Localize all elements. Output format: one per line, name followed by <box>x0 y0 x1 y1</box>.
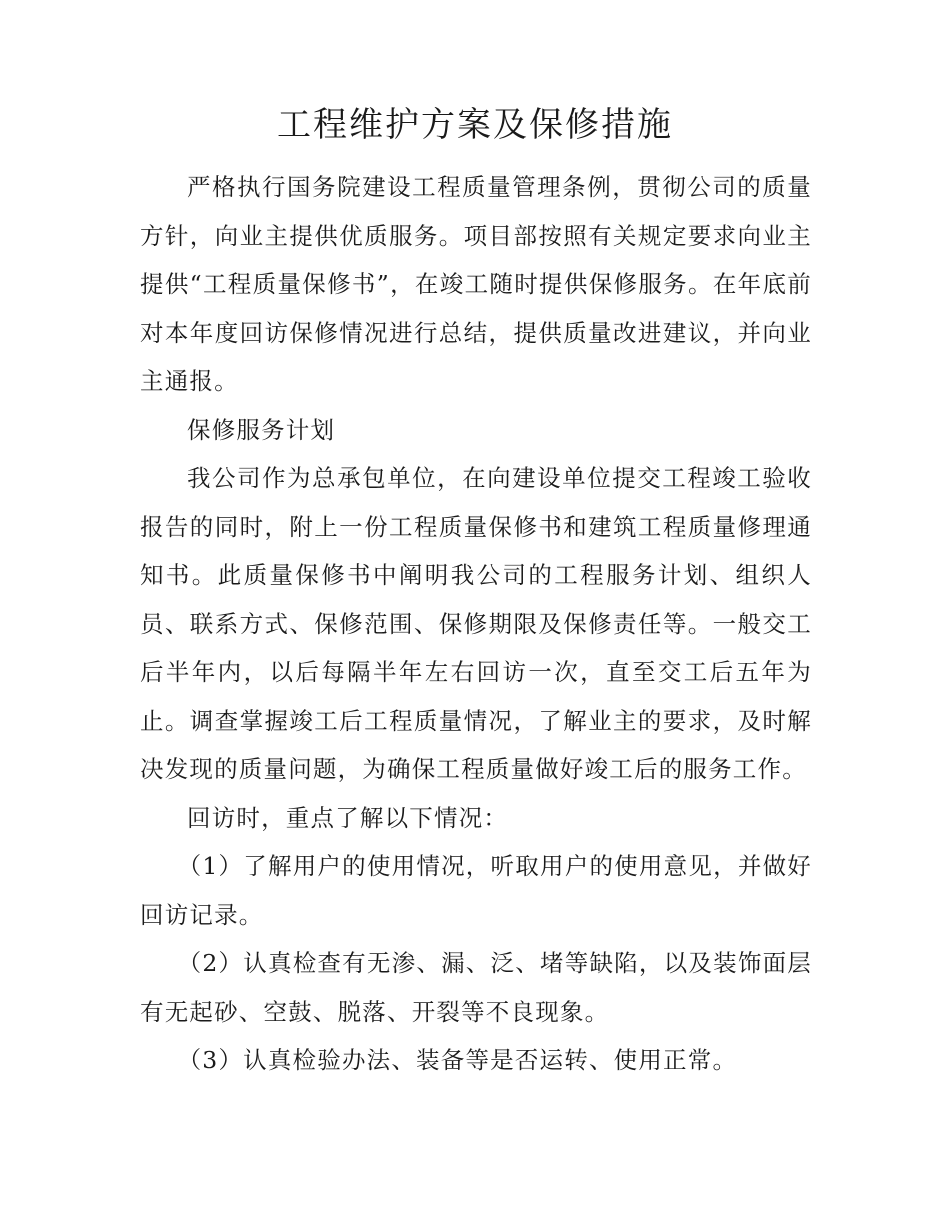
list-item-3: （3）认真检验办法、装备等是否运转、使用正常。 <box>177 1046 738 1074</box>
document-body <box>140 163 812 1085</box>
section-heading-service-plan: 保修服务计划 <box>187 415 336 444</box>
list-item-2: （2）认真检查有无渗、漏、泛、堵等缺陷，以及装饰面层有无起砂、空鼓、脱落、开裂等不良现象。 <box>140 949 812 1026</box>
paragraph-visit-focus: 回访时，重点了解以下情况： <box>187 803 509 832</box>
paragraph-intro: 严格执行国务院建设工程质量管理条例，贯彻公司的质量方针，向业主提供优质服务。项目部按照有关规定要求向业主提供“工程质量保修书”，在竣工随时提供保修服务。在年底前对本年度回访保修情况进行总结，提供质量改进建议，并向业主通报。 <box>140 173 812 395</box>
list-item-1: （1）了解用户的使用情况，听取用户的使用意见，并做好回访记录。 <box>140 852 812 929</box>
paragraph-service-plan: 我公司作为总承包单位，在向建设单位提交工程竣工验收报告的同时，附上一份工程质量保修书和建筑工程质量修理通知书。此质量保修书中阐明我公司的工程服务计划、组织人员、联系方式、保修范围、保修期限及保修责任等。一般交工后半年内，以后每隔半年左右回访一次，直至交工后五年为止。调查掌握竣工后工程质量情况，了解业主的要求，及时解决发现的质量问题，为确保工程质量做好竣工后的服务工作。 <box>140 464 812 783</box>
document-title: 工程维护方案及保修措施 <box>277 105 673 145</box>
